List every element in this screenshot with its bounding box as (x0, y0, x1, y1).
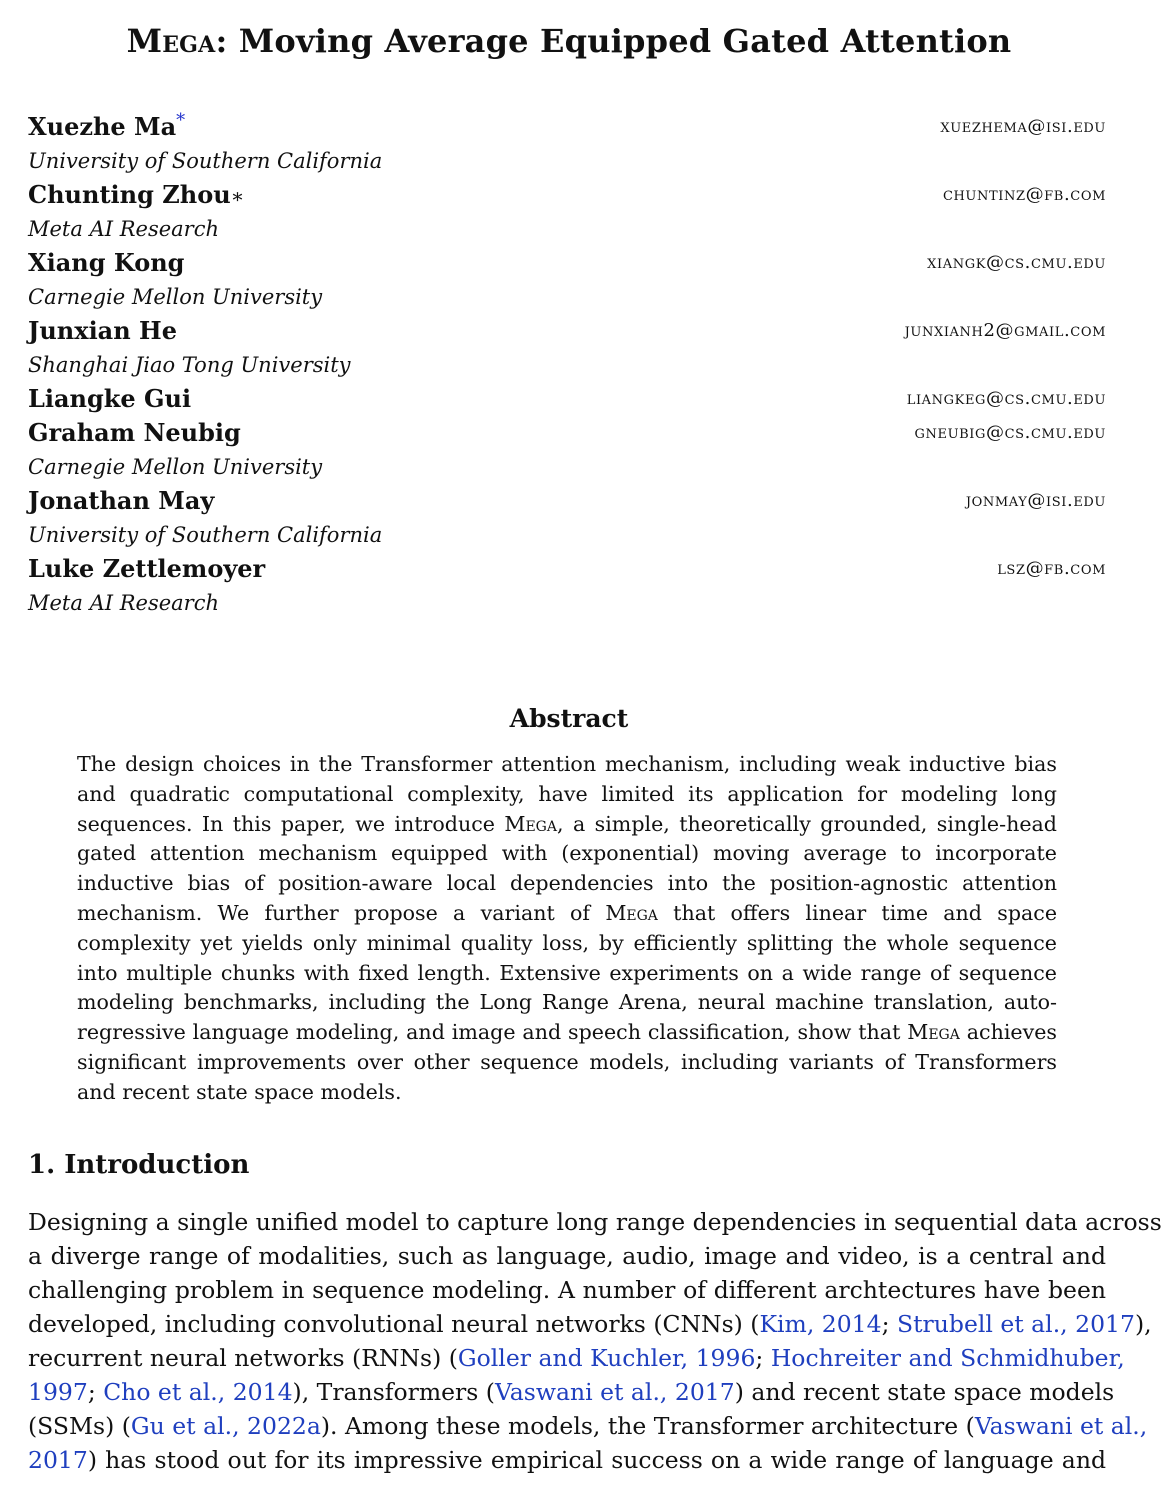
author-name: Junxian He (28, 316, 177, 345)
citation-author: Kim (759, 1310, 807, 1338)
author-name: Liangke Gui (28, 384, 192, 413)
abstract-line: and quadratic computational complexity, have limited its application for modeling long (77, 781, 1057, 806)
abstract-line: complexity yet yields only minimal quality loss, by efficiently splitting the whole sequence (77, 930, 1057, 955)
citation-year: 2017 (674, 1378, 735, 1406)
abstract-line: into multiple chunks with fixed length. Extensive experiments on a wide range of sequence (77, 960, 1057, 985)
author-affiliation: Carnegie Mellon University (28, 285, 323, 309)
author-affiliation: Shanghai Jiao Tong University (28, 353, 351, 377)
author-email: chuntinz@fb.com (942, 184, 1106, 205)
citation-year: 2014 (821, 1310, 882, 1338)
abstract-line: gated attention mechanism equipped with (exponential) moving average to incorporate (77, 841, 1057, 866)
abstract-line: regressive language modeling, and image and speech classification, show that Mega achieves (77, 1020, 1057, 1045)
citation-author: Gu et al. (130, 1412, 233, 1440)
intro-line: recurrent neural networks (RNNs) (Goller and Kuchler, 1996; Hochreiter and Schmidhuber, (28, 1344, 1125, 1372)
author-name: Luke Zettlemoyer (28, 554, 266, 583)
introduction-body (28, 1205, 1162, 1477)
abstract-line: and recent state space models. (77, 1079, 402, 1104)
title-rest: : Moving Average Equipped Gated Attention (215, 22, 1012, 60)
citation-year: 2014 (232, 1378, 293, 1406)
citation-author: Vaswani et al. (494, 1378, 660, 1406)
author-row (28, 484, 1106, 518)
intro-text: ). Among these models, the Transformer architecture ( (320, 1412, 975, 1440)
author-email: gneubig@cs.cmu.edu (914, 422, 1106, 443)
citation-link-hochreiter-year[interactable]: 1997 (28, 1378, 88, 1406)
model-name: Mega (504, 811, 557, 836)
author-email: liangkeg@cs.cmu.edu (906, 388, 1106, 409)
abstract-line: modeling benchmarks, including the Long Range Arena, neural machine translation, auto- (77, 990, 1057, 1015)
author-affiliation: University of Southern California (28, 149, 383, 173)
section-heading-introduction: 1. Introduction (28, 1150, 250, 1180)
author-email: xuezhema@isi.edu (940, 116, 1106, 137)
abstract-line: The design choices in the Transformer attention mechanism, including weak inductive bias (77, 752, 1057, 776)
equal-contribution-mark: ∗ (230, 184, 245, 208)
intro-line: 1997; Cho et al., 2014), Transformers (Vaswani et al., 2017) and recent state space models (28, 1378, 1115, 1406)
citation-link-hochreiter[interactable]: Hochreiter and Schmidhuber, (770, 1344, 1125, 1372)
author-affiliation: Meta AI Research (28, 217, 219, 241)
intro-text: developed, including convolutional neural networks (CNNs) ( (28, 1310, 760, 1338)
intro-text: ) and recent state space models (734, 1378, 1115, 1406)
author-name: Xiang Kong (28, 248, 185, 277)
citation-author: Vaswani et al. (974, 1412, 1140, 1440)
author-list (28, 110, 1106, 620)
paper-title (0, 22, 1138, 60)
intro-text: (SSMs) ( (28, 1412, 131, 1440)
abstract-line: inductive bias of position-aware local dependencies into the position-agnostic attention (77, 871, 1057, 896)
author-affiliation: Carnegie Mellon University (28, 455, 323, 479)
author-affiliation: University of Southern California (28, 523, 383, 547)
citation-year: 2017 (1075, 1310, 1135, 1338)
abstract-line: significant improvements over other sequence models, including variants of Transformers (77, 1049, 1057, 1074)
citation-link-goller[interactable]: Goller and Kuchler, 1996 (457, 1344, 756, 1372)
intro-line (28, 1409, 1148, 1443)
intro-line: Designing a single unified model to capture long range dependencies in sequential data across (28, 1208, 1162, 1236)
author-email: jonmay@isi.edu (965, 490, 1106, 511)
citation-link-kim[interactable]: Kim, 2014 (759, 1310, 882, 1338)
abstract-line: sequences. In this paper, we introduce Mega, a simple, theoretically grounded, single-head (77, 811, 1057, 836)
author-email: lsz@fb.com (997, 558, 1106, 579)
intro-line (28, 1443, 1106, 1477)
author-row (28, 110, 1106, 144)
author-name-text: Chunting Zhou (28, 180, 231, 209)
citation-author: Hochreiter and Schmidhuber (770, 1344, 1118, 1372)
author-email: xiangk@cs.cmu.edu (927, 252, 1106, 273)
citation-author: Cho et al. (103, 1378, 218, 1406)
model-name: Mega (605, 900, 658, 925)
author-email: junxianh2@gmail.com (904, 320, 1106, 341)
citation-link-vaswani-2-year[interactable]: 2017 (28, 1446, 88, 1474)
title-model-name: Mega (126, 22, 216, 60)
author-affiliation: Meta AI Research (28, 591, 219, 615)
intro-text: ), Transformers ( (292, 1378, 495, 1406)
citation-link-gu[interactable]: Gu et al., 2022a (130, 1412, 321, 1440)
citation-author: Strubell et al. (896, 1310, 1061, 1338)
author-name-text: Xuezhe Ma (28, 112, 177, 141)
citation-author: Goller and Kuchler (457, 1344, 681, 1372)
intro-text: recurrent neural networks (RNNs) ( (28, 1344, 458, 1372)
intro-line: challenging problem in sequence modeling. A number of different archtectures have been (28, 1276, 1106, 1304)
citation-year: 2022a (247, 1412, 321, 1440)
abstract-body (77, 750, 1057, 1108)
author-name (28, 110, 185, 144)
intro-text: ), (1134, 1310, 1152, 1338)
author-row (28, 382, 1106, 416)
author-name (28, 178, 244, 213)
intro-line: developed, including convolutional neural networks (CNNs) (Kim, 2014; Strubell et al., 2017), (28, 1310, 1152, 1338)
author-name: Jonathan May (28, 486, 215, 515)
author-row (28, 178, 1106, 212)
citation-year: 1996 (695, 1344, 756, 1372)
intro-line: a diverge range of modalities, such as language, audio, image and video, is a central and (28, 1242, 1106, 1270)
author-row (28, 416, 1106, 450)
citation-link-vaswani-2[interactable]: Vaswani et al., (974, 1412, 1148, 1440)
model-name: Mega (907, 1020, 960, 1045)
citation-link-cho[interactable]: Cho et al., 2014 (103, 1378, 293, 1406)
citation-link-strubell[interactable]: Strubell et al., 2017 (896, 1310, 1135, 1338)
author-row (28, 246, 1106, 280)
abstract-heading: Abstract (509, 704, 629, 733)
citation-link-vaswani[interactable]: Vaswani et al., 2017 (494, 1378, 735, 1406)
intro-text: ) has stood out for its impressive empirical success on a wide range of language and (87, 1446, 1106, 1474)
author-row (28, 552, 1106, 586)
equal-contribution-mark[interactable]: * (176, 110, 186, 131)
author-name: Graham Neubig (28, 418, 241, 447)
abstract-line: mechanism. We further propose a variant of Mega that offers linear time and space (77, 900, 1058, 925)
author-row (28, 314, 1106, 348)
